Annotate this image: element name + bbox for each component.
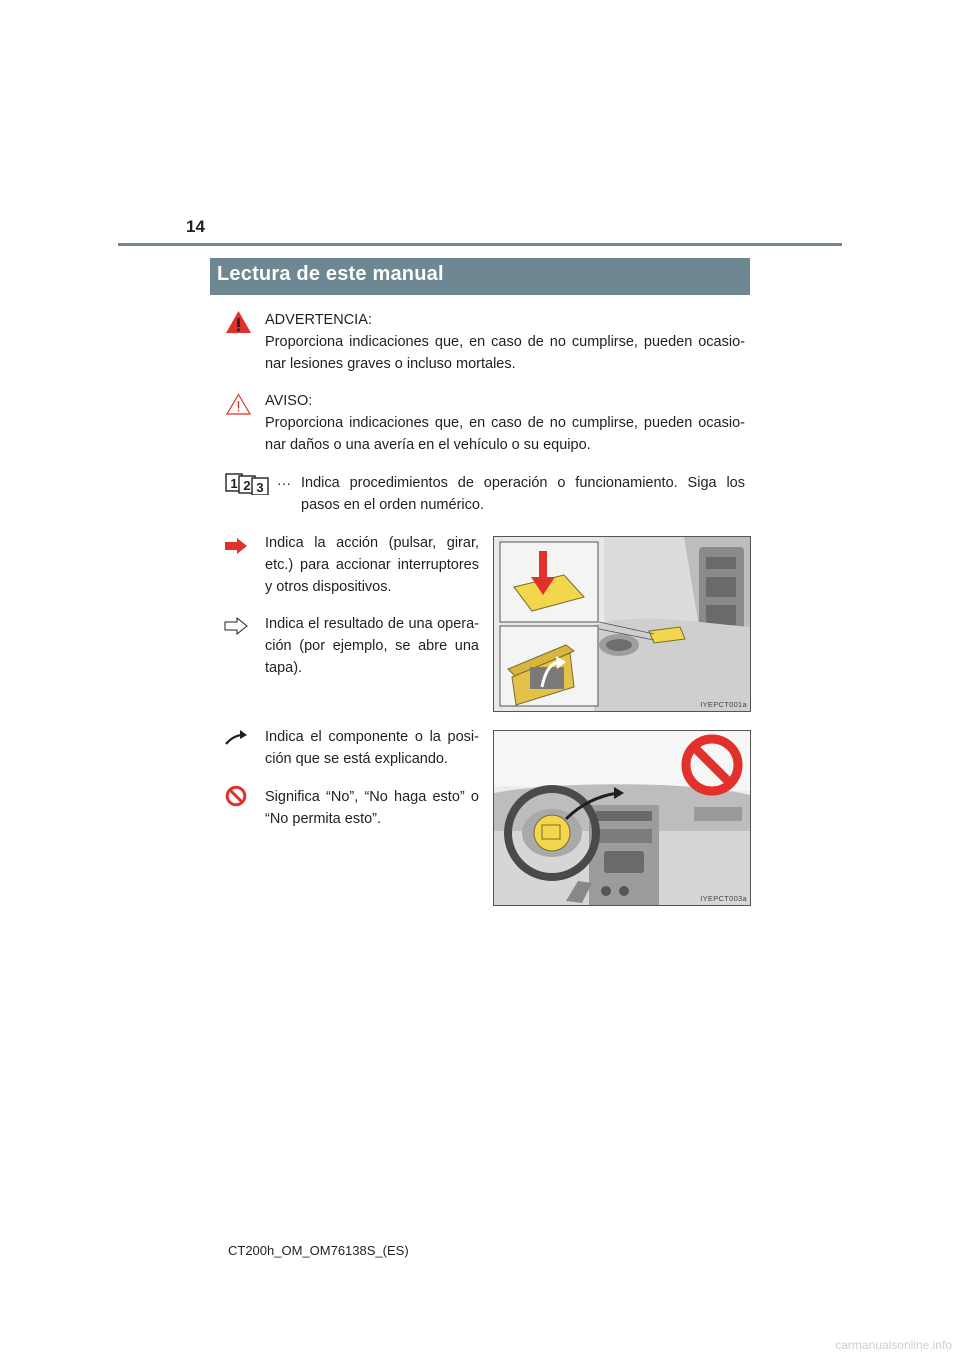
component-text: Indica el componente o la posi-ción que se está explicando. bbox=[265, 729, 479, 767]
warning-block bbox=[265, 309, 745, 375]
footer-document-code: CT200h_OM_OM76138S_(ES) bbox=[228, 1243, 409, 1258]
dashboard-figure-code: IYEPCT003a bbox=[700, 894, 747, 903]
warning-label: ADVERTENCIA: bbox=[265, 312, 372, 328]
notice-block bbox=[265, 390, 745, 456]
console-figure-code: IYEPCT001a bbox=[700, 700, 747, 709]
action-arrow-icon bbox=[224, 537, 248, 555]
section-header bbox=[210, 258, 750, 295]
steps-text: Indica procedimientos de operación o funcionamiento. Siga los pasos en el orden numérico. bbox=[301, 475, 745, 513]
step-digit-2: 2 bbox=[243, 478, 251, 493]
warning-text: Proporciona indicaciones que, en caso de no cumplirse, pueden ocasio-nar lesiones graves o incluso mortales. bbox=[265, 334, 745, 372]
result-arrow-icon bbox=[224, 617, 248, 635]
console-figure bbox=[493, 536, 751, 712]
step-numbers-icon bbox=[225, 473, 275, 495]
ellipsis-separator: ··· bbox=[277, 475, 291, 491]
header-rule bbox=[118, 243, 842, 246]
watermark: carmanualsonline.info bbox=[835, 1338, 952, 1352]
action-text: Indica la acción (pulsar, girar, etc.) para accionar interruptores y otros dispositivos. bbox=[265, 535, 479, 595]
warning-triangle-icon bbox=[225, 310, 252, 334]
result-text: Indica el resultado de una opera-ción (por ejemplo, se abre una tapa). bbox=[265, 616, 479, 676]
prohibited-text: Significa “No”, “No haga esto” o “No permita esto”. bbox=[265, 789, 479, 827]
component-arrow-icon bbox=[224, 729, 248, 747]
notice-label: AVISO: bbox=[265, 393, 313, 409]
page-number: 14 bbox=[186, 217, 205, 236]
console-illustration bbox=[494, 537, 750, 711]
step-digit-3: 3 bbox=[256, 480, 264, 495]
step-digit-1: 1 bbox=[230, 476, 238, 491]
dashboard-illustration bbox=[494, 731, 750, 905]
caution-triangle-icon bbox=[226, 393, 251, 415]
prohibited-icon bbox=[225, 785, 247, 807]
dashboard-figure bbox=[493, 730, 751, 906]
notice-text: Proporciona indicaciones que, en caso de no cumplirse, pueden ocasio-nar daños o una avería en el vehículo o su equipo. bbox=[265, 415, 745, 453]
section-title: Lectura de este manual bbox=[217, 263, 444, 285]
